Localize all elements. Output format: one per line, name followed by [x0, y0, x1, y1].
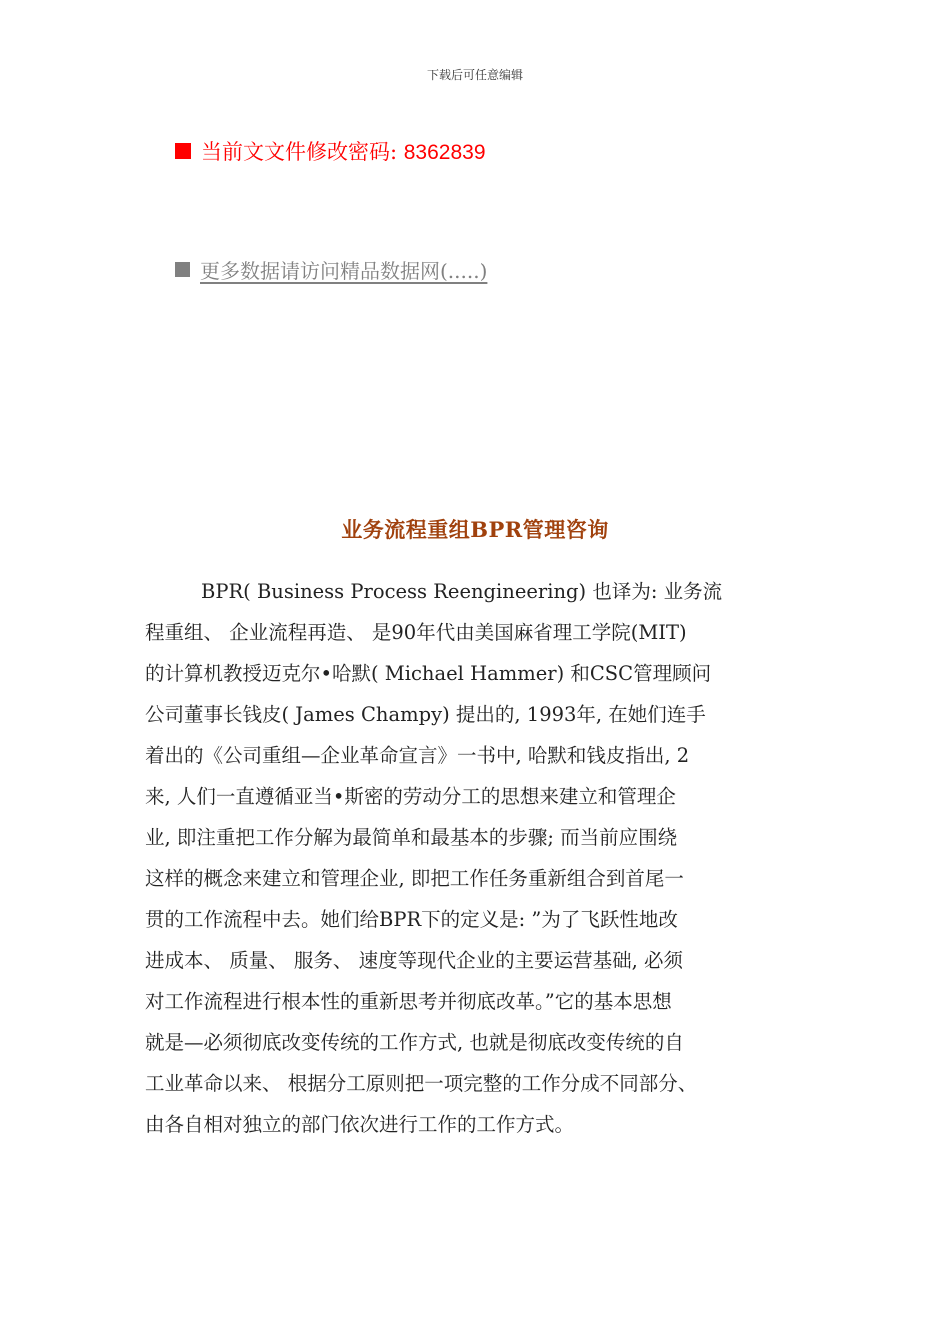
password-notice-text — [201, 136, 486, 166]
password-notice — [175, 136, 486, 166]
red-square-bullet-icon — [175, 143, 191, 159]
password-label: 当前文文件修改密码: — [201, 140, 404, 164]
document-title: 业务流程重组BPR管理咨询 — [341, 517, 609, 542]
body-line: 程重组、 企业流程再造、 是90年代由美国麻省理工学院(MIT) — [145, 621, 687, 644]
document-body — [145, 574, 805, 1148]
header-note: 下载后可任意编辑 — [426, 68, 523, 82]
body-line: 这样的概念来建立和管理企业, 即把工作任务重新组合到首尾一 — [145, 867, 684, 890]
more-data-link[interactable]: 更多数据请访问精品数据网(.....) — [200, 259, 488, 283]
body-line: 就是—必须彻底改变传统的工作方式, 也就是彻底改变传统的自 — [145, 1031, 684, 1054]
body-line: 的计算机教授迈克尔•哈默( Michael Hammer) 和CSC管理顾问 — [145, 662, 712, 685]
gray-square-bullet-icon — [175, 262, 190, 277]
more-data-notice — [175, 255, 487, 284]
body-line: 由各自相对独立的部门依次进行工作的工作方式。 — [145, 1113, 575, 1136]
body-line: 对工作流程进行根本性的重新思考并彻底改革。”它的基本思想 — [145, 990, 672, 1013]
body-line: 进成本、 质量、 服务、 速度等现代企业的主要运营基础, 必须 — [145, 949, 683, 972]
body-line: BPR( Business Process Reengineering) 也译为: 业务流 — [201, 580, 723, 603]
body-line: 来, 人们一直遵循亚当•斯密的劳动分工的思想来建立和管理企 — [145, 785, 676, 808]
body-line: 贯的工作流程中去。她们给BPR下的定义是: ”为了飞跃性地改 — [145, 908, 678, 931]
body-line: 工业革命以来、 根据分工原则把一项完整的工作分成不同部分、 — [145, 1072, 698, 1095]
body-line: 公司董事长钱皮( James Champy) 提出的, 1993年, 在她们连手 — [145, 703, 706, 726]
body-line: 着出的《公司重组—企业革命宣言》一书中, 哈默和钱皮指出, 2 — [145, 744, 690, 767]
password-value: 8362839 — [403, 141, 486, 164]
body-line: 业, 即注重把工作分解为最简单和最基本的步骤; 而当前应围绕 — [145, 826, 678, 849]
